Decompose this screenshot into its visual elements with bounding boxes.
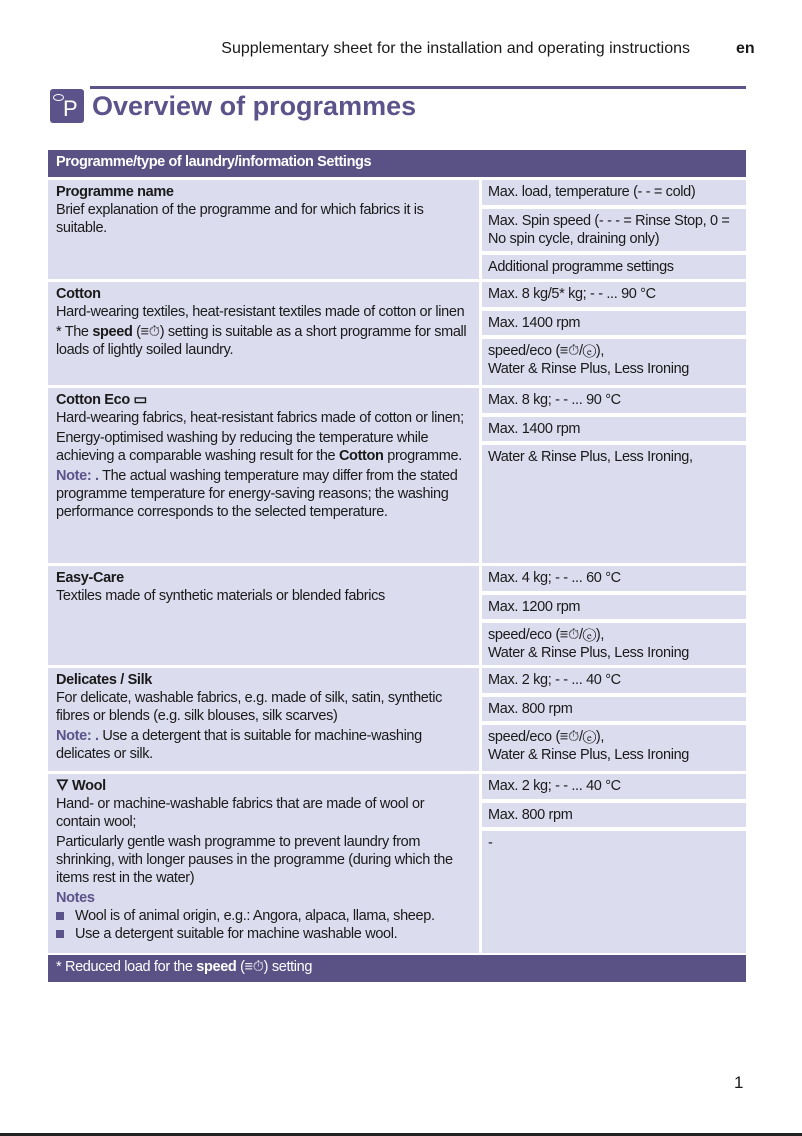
load-cell: Max. 4 kg; - - ... 60 °C: [482, 566, 746, 591]
page-title: Overview of programmes: [92, 91, 417, 121]
table-footnote: * Reduced load for the speed (≡⏱) setting: [48, 955, 746, 982]
programme-note: Note: . The actual washing temperature may differ from the stated programme temperature for energy-saving reasons; the washing performance corresponds to the selected temperature.: [56, 468, 458, 520]
notes-heading: Notes: [56, 890, 95, 906]
settings-cell: Water & Rinse Plus, Less Ironing,: [482, 445, 746, 563]
load-cell: Max. 8 kg/5* kg; - - ... 90 °C: [482, 282, 746, 307]
spin-cell: Max. 800 rpm: [482, 803, 746, 827]
programme-desc: Hand- or machine-washable fabrics that are made of wool or contain wool;: [56, 796, 425, 830]
programme-name: 🜄 Wool: [56, 778, 106, 794]
programme-desc: Brief explanation of the programme and for which fabrics it is suitable.: [56, 202, 424, 236]
programme-note: Note: . Use a detergent that is suitable for machine-washing delicates or silk.: [56, 728, 422, 762]
table-header: Programme/type of laundry/information Settings: [48, 150, 746, 177]
spin-cell: Max. 1400 rpm: [482, 417, 746, 441]
settings-cell: speed/eco (≡⏱/ⓔ), Water & Rinse Plus, Less Ironing: [482, 623, 746, 665]
load-cell: Max. load, temperature (- - = cold): [482, 180, 746, 205]
note-item: Wool is of animal origin, e.g.: Angora, alpaca, llama, sheep.: [56, 907, 471, 925]
table-row: [48, 388, 746, 563]
programme-desc: Hard-wearing textiles, heat-resistant textiles made of cotton or linen: [56, 304, 465, 320]
load-cell: Max. 8 kg; - - ... 90 °C: [482, 388, 746, 413]
programme-desc: For delicate, washable fabrics, e.g. made of silk, satin, synthetic fibres or blends (e.g. silk blouses, silk scarves): [56, 690, 442, 724]
language-code: en: [736, 40, 755, 57]
programme-name: Easy-Care: [56, 570, 124, 586]
programme-name: Delicates / Silk: [56, 672, 152, 688]
bullet-icon: [56, 912, 64, 920]
table-row: [48, 566, 746, 665]
programme-name: Cotton: [56, 286, 101, 302]
page-number: 1: [734, 1073, 744, 1092]
programme-icon: P: [50, 89, 84, 123]
note-item: Use a detergent suitable for machine washable wool.: [56, 925, 471, 943]
eco-icon: ▭: [133, 392, 147, 408]
spin-cell: Max. Spin speed (- - - = Rinse Stop, 0 = No spin cycle, draining only): [482, 209, 746, 251]
settings-cell: -: [482, 831, 746, 953]
programme-table: [48, 150, 746, 982]
load-cell: Max. 2 kg; - - ... 40 °C: [482, 668, 746, 693]
programme-desc: Textiles made of synthetic materials or blended fabrics: [56, 588, 385, 604]
programme-name: Programme name: [56, 184, 174, 200]
programme-desc: Particularly gentle wash programme to prevent laundry from shrinking, with longer pauses in the programme (during which the items rest in the water): [56, 834, 453, 886]
bullet-icon: [56, 930, 64, 938]
programme-desc: Energy-optimised washing by reducing the temperature while achieving a comparable washing result for the Cotton programme.: [56, 430, 462, 464]
load-cell: Max. 2 kg; - - ... 40 °C: [482, 774, 746, 799]
table-row: [48, 282, 746, 385]
programme-desc: Hard-wearing fabrics, heat-resistant fabrics made of cotton or linen;: [56, 410, 464, 426]
table-row: [48, 668, 746, 771]
settings-cell: speed/eco (≡⏱/ⓔ), Water & Rinse Plus, Less Ironing: [482, 339, 746, 385]
programme-name: Cotton Eco ▭: [56, 392, 147, 408]
running-header: Supplementary sheet for the installation and operating instructions: [221, 40, 690, 57]
hand-wash-icon: 🜄: [56, 778, 69, 794]
table-row: [48, 774, 746, 953]
spin-cell: Max. 1400 rpm: [482, 311, 746, 335]
title-rule: [90, 86, 746, 89]
spin-cell: Max. 1200 rpm: [482, 595, 746, 619]
spin-cell: Max. 800 rpm: [482, 697, 746, 721]
programme-footnote: * The speed (≡⏱) setting is suitable as a short programme for small loads of lightly soiled laundry.: [56, 324, 467, 358]
table-row: [48, 180, 746, 279]
settings-cell: Additional programme settings: [482, 255, 746, 279]
settings-cell: speed/eco (≡⏱/ⓔ), Water & Rinse Plus, Less Ironing: [482, 725, 746, 771]
